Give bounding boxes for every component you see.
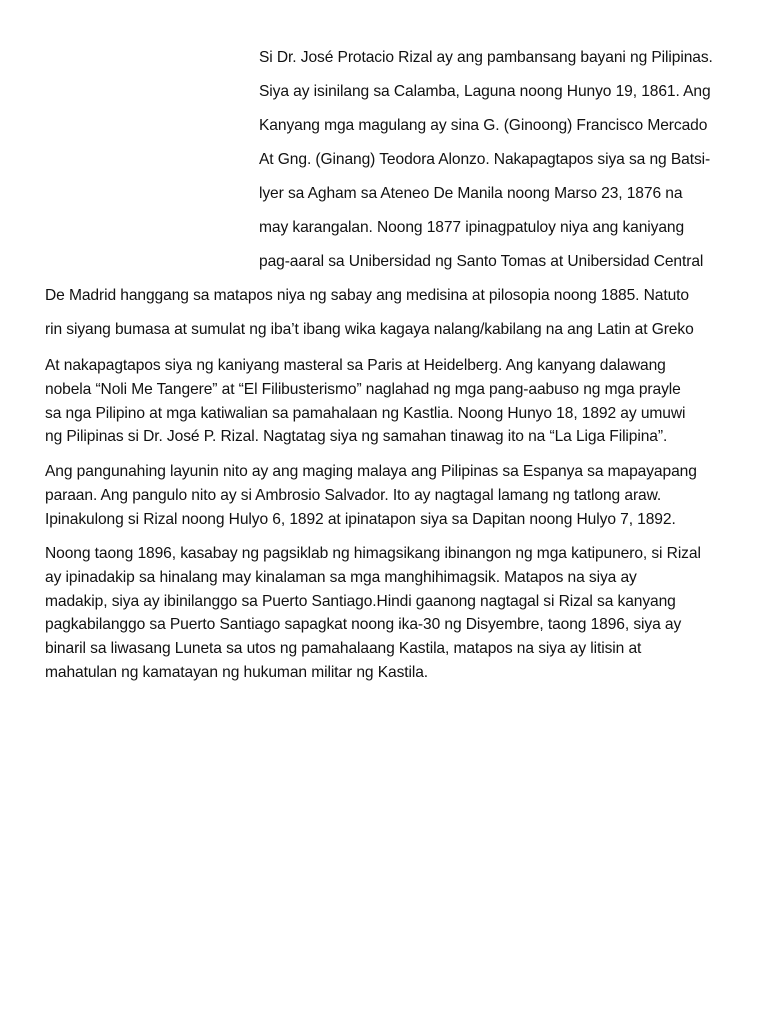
paragraph-line: pagkabilanggo sa Puerto Santiago sapagkat noong ika-30 ng Disyembre, taong 1896, siya ay [45,616,682,634]
paragraph-liga [45,460,735,531]
paragraph-line: ng Pilipinas si Dr. José P. Rizal. Nagtatag siya ng samahan tinawag ito na “La Liga Filipina”. [45,428,668,446]
paragraph-line: Ipinakulong si Rizal noong Hulyo 6, 1892 at ipinatapon siya sa Dapitan noong Hulyo 7, 1892. [45,510,676,528]
body-line: De Madrid hanggang sa matapos niya ng sabay ang medisina at pilosopia noong 1885. Natuto [45,287,689,304]
intro-line: Siya ay isinilang sa Calamba, Laguna noong Hunyo 19, 1861. Ang [259,83,711,100]
paragraph-line: paraan. Ang pangulo nito ay si Ambrosio Salvador. Ito ay nagtagal lamang ng tatlong araw. [45,486,662,504]
paragraph-execution [45,542,735,685]
intro-line: pag-aaral sa Unibersidad ng Santo Tomas at Unibersidad Central [259,253,704,270]
paragraph-line: sa nga Pilipino at mga katiwalian sa pamahalaan ng Kastlia. Noong Hunyo 18, 1892 ay umuwi [45,404,686,422]
intro-line: Kanyang mga magulang ay sina G. (Ginoong) Francisco Mercado [259,117,708,134]
paragraph-line: madakip, siya ay ibinilanggo sa Puerto Santiago.Hindi gaanong nagtagal si Rizal sa kanyang [45,592,676,610]
intro-line: may karangalan. Noong 1877 ipinagpatuloy niya ang kaniyang [259,219,685,236]
paragraph-line: binaril sa liwasang Luneta sa utos ng pamahalaang Kastila, matapos na siya ay litisin at [45,640,642,658]
intro-line: At Gng. (Ginang) Teodora Alonzo. Nakapagtapos siya sa ng Batsi- [259,151,711,168]
paragraph-line: nobela “Noli Me Tangere” at “El Filibusterismo” naglahad ng mga pang-aabuso ng mga prayle [45,380,681,398]
paragraph-line: Noong taong 1896, kasabay ng pagsiklab ng himagsikang ibinangon ng mga katipunero, si Rizal [45,545,701,562]
intro-line: Si Dr. José Protacio Rizal ay ang pambansang bayani ng Pilipinas. [259,49,713,66]
paragraph-line: At nakapagtapos siya ng kaniyang masteral sa Paris at Heidelberg. Ang kanyang dalawang [45,357,666,374]
paragraph-masteral [45,354,735,449]
paragraph-line: ay ipinadakip sa hinalang may kinalaman sa mga manghihimagsik. Matapos na siya ay [45,568,637,586]
body-line: rin siyang bumasa at sumulat ng iba’t ibang wika kagaya nalang/kabilang na ang Latin at Greko [45,321,694,338]
paragraph-line: Ang pangunahing layunin nito ay ang maging malaya ang Pilipinas sa Espanya sa mapayapang [45,463,697,480]
paragraph-line: mahatulan ng kamatayan ng hukuman militar ng Kastila. [45,663,429,681]
intro-line: lyer sa Agham sa Ateneo De Manila noong Marso 23, 1876 na [259,185,683,202]
